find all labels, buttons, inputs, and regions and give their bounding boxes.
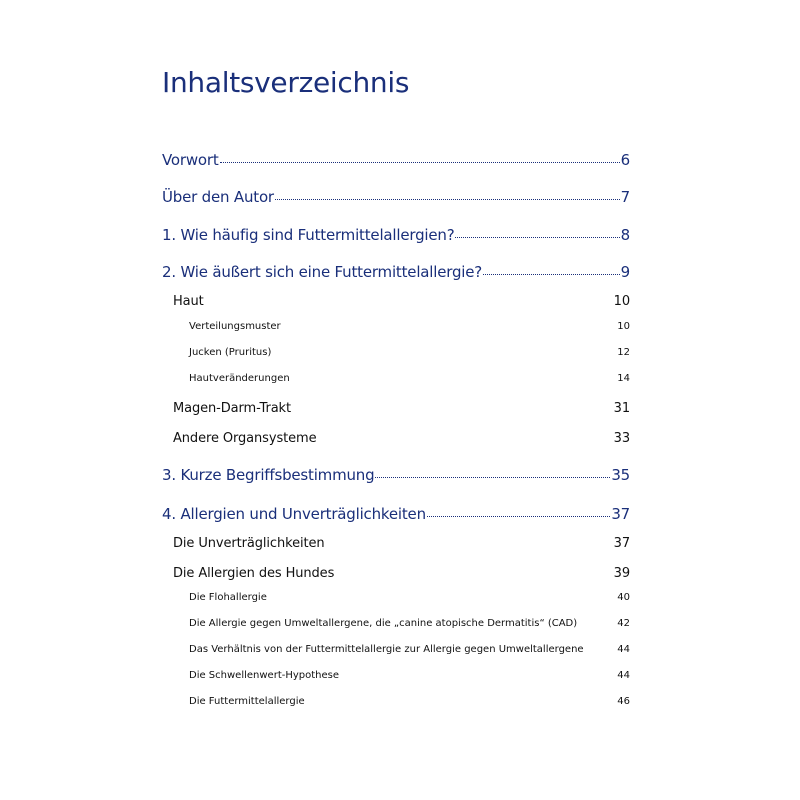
- toc-entry-level-3[interactable]: [189, 696, 630, 707]
- toc-entry-level-3[interactable]: [189, 644, 630, 655]
- toc-page-number: 42: [617, 618, 630, 629]
- toc-entry-title: Hautveränderungen: [189, 373, 290, 384]
- toc-entry-level-3[interactable]: [189, 592, 630, 603]
- toc-page-number: 7: [620, 188, 630, 206]
- toc-page-number: 35: [611, 466, 630, 484]
- toc-entry-title: 4. Allergien und Unverträglichkeiten: [162, 505, 426, 523]
- toc-entry-level-3[interactable]: [189, 618, 630, 629]
- page-title: Inhaltsverzeichnis: [162, 66, 410, 99]
- toc-entry-level-2[interactable]: [173, 431, 630, 446]
- toc-entry-title: Jucken (Pruritus): [189, 347, 272, 358]
- toc-page-number: 10: [613, 294, 630, 309]
- toc-entry-title: Haut: [173, 294, 204, 309]
- toc-entry-title: Die Schwellenwert-Hypothese: [189, 670, 340, 681]
- toc-entry-level-3[interactable]: [189, 347, 630, 358]
- toc-page-number: 44: [617, 644, 630, 655]
- toc-entry-level-1[interactable]: [162, 188, 630, 206]
- toc-entry-title: 2. Wie äußert sich eine Futtermittelallergie?: [162, 263, 483, 281]
- toc-page-number: 37: [613, 536, 630, 551]
- toc-entry-title: Magen-Darm-Trakt: [173, 401, 291, 416]
- toc-entry-title: 3. Kurze Begriffsbestimmung: [162, 466, 375, 484]
- toc-entry-title: Die Unverträglichkeiten: [173, 536, 325, 551]
- dot-leader: [375, 477, 610, 478]
- dot-leader: [427, 516, 610, 517]
- toc-entry-title: Die Futtermittelallergie: [189, 696, 305, 707]
- toc-page-number: 10: [617, 321, 630, 332]
- toc-entry-title: Die Allergie gegen Umweltallergene, die „canine atopische Dermatitis“ (CAD): [189, 618, 578, 629]
- dot-leader: [220, 162, 620, 163]
- toc-entry-level-3[interactable]: [189, 321, 630, 332]
- toc-entry-level-3[interactable]: [189, 670, 630, 681]
- toc-page-number: 8: [620, 226, 630, 244]
- toc-entry-title: 1. Wie häufig sind Futtermittelallergien?: [162, 226, 455, 244]
- dot-leader: [275, 199, 620, 200]
- toc-entry-level-1[interactable]: [162, 226, 630, 244]
- toc-page-number: 12: [617, 347, 630, 358]
- toc-page-number: 40: [617, 592, 630, 603]
- toc-entry-level-2[interactable]: [173, 401, 630, 416]
- toc-entry-level-1[interactable]: [162, 151, 630, 169]
- toc-page-number: 31: [613, 401, 630, 416]
- toc-entry-level-2[interactable]: [173, 536, 630, 551]
- toc-page-number: 14: [617, 373, 630, 384]
- toc-entry-title: Über den Autor: [162, 188, 274, 206]
- toc-entry-level-1[interactable]: [162, 466, 630, 484]
- toc-entry-level-1[interactable]: [162, 263, 630, 281]
- dot-leader: [455, 237, 619, 238]
- toc-entry-level-1[interactable]: [162, 505, 630, 523]
- toc-entry-level-2[interactable]: [173, 294, 630, 309]
- toc-page-number: 9: [620, 263, 630, 281]
- toc-entry-title: Andere Organsysteme: [173, 431, 317, 446]
- toc-entry-level-3[interactable]: [189, 373, 630, 384]
- toc-page-number: 39: [613, 566, 630, 581]
- toc-entry-level-2[interactable]: [173, 566, 630, 581]
- toc-entry-title: Verteilungsmuster: [189, 321, 281, 332]
- toc-entry-title: Die Flohallergie: [189, 592, 267, 603]
- toc-page-number: 46: [617, 696, 630, 707]
- toc-entry-title: Die Allergien des Hundes: [173, 566, 335, 581]
- dot-leader: [483, 274, 620, 275]
- toc-entry-title: Das Verhältnis von der Futtermittelallergie zur Allergie gegen Umweltallergene: [189, 644, 584, 655]
- toc-page-number: 33: [613, 431, 630, 446]
- toc-page-number: 37: [611, 505, 630, 523]
- toc-entry-title: Vorwort: [162, 151, 219, 169]
- toc-page-number: 44: [617, 670, 630, 681]
- toc-page-number: 6: [620, 151, 630, 169]
